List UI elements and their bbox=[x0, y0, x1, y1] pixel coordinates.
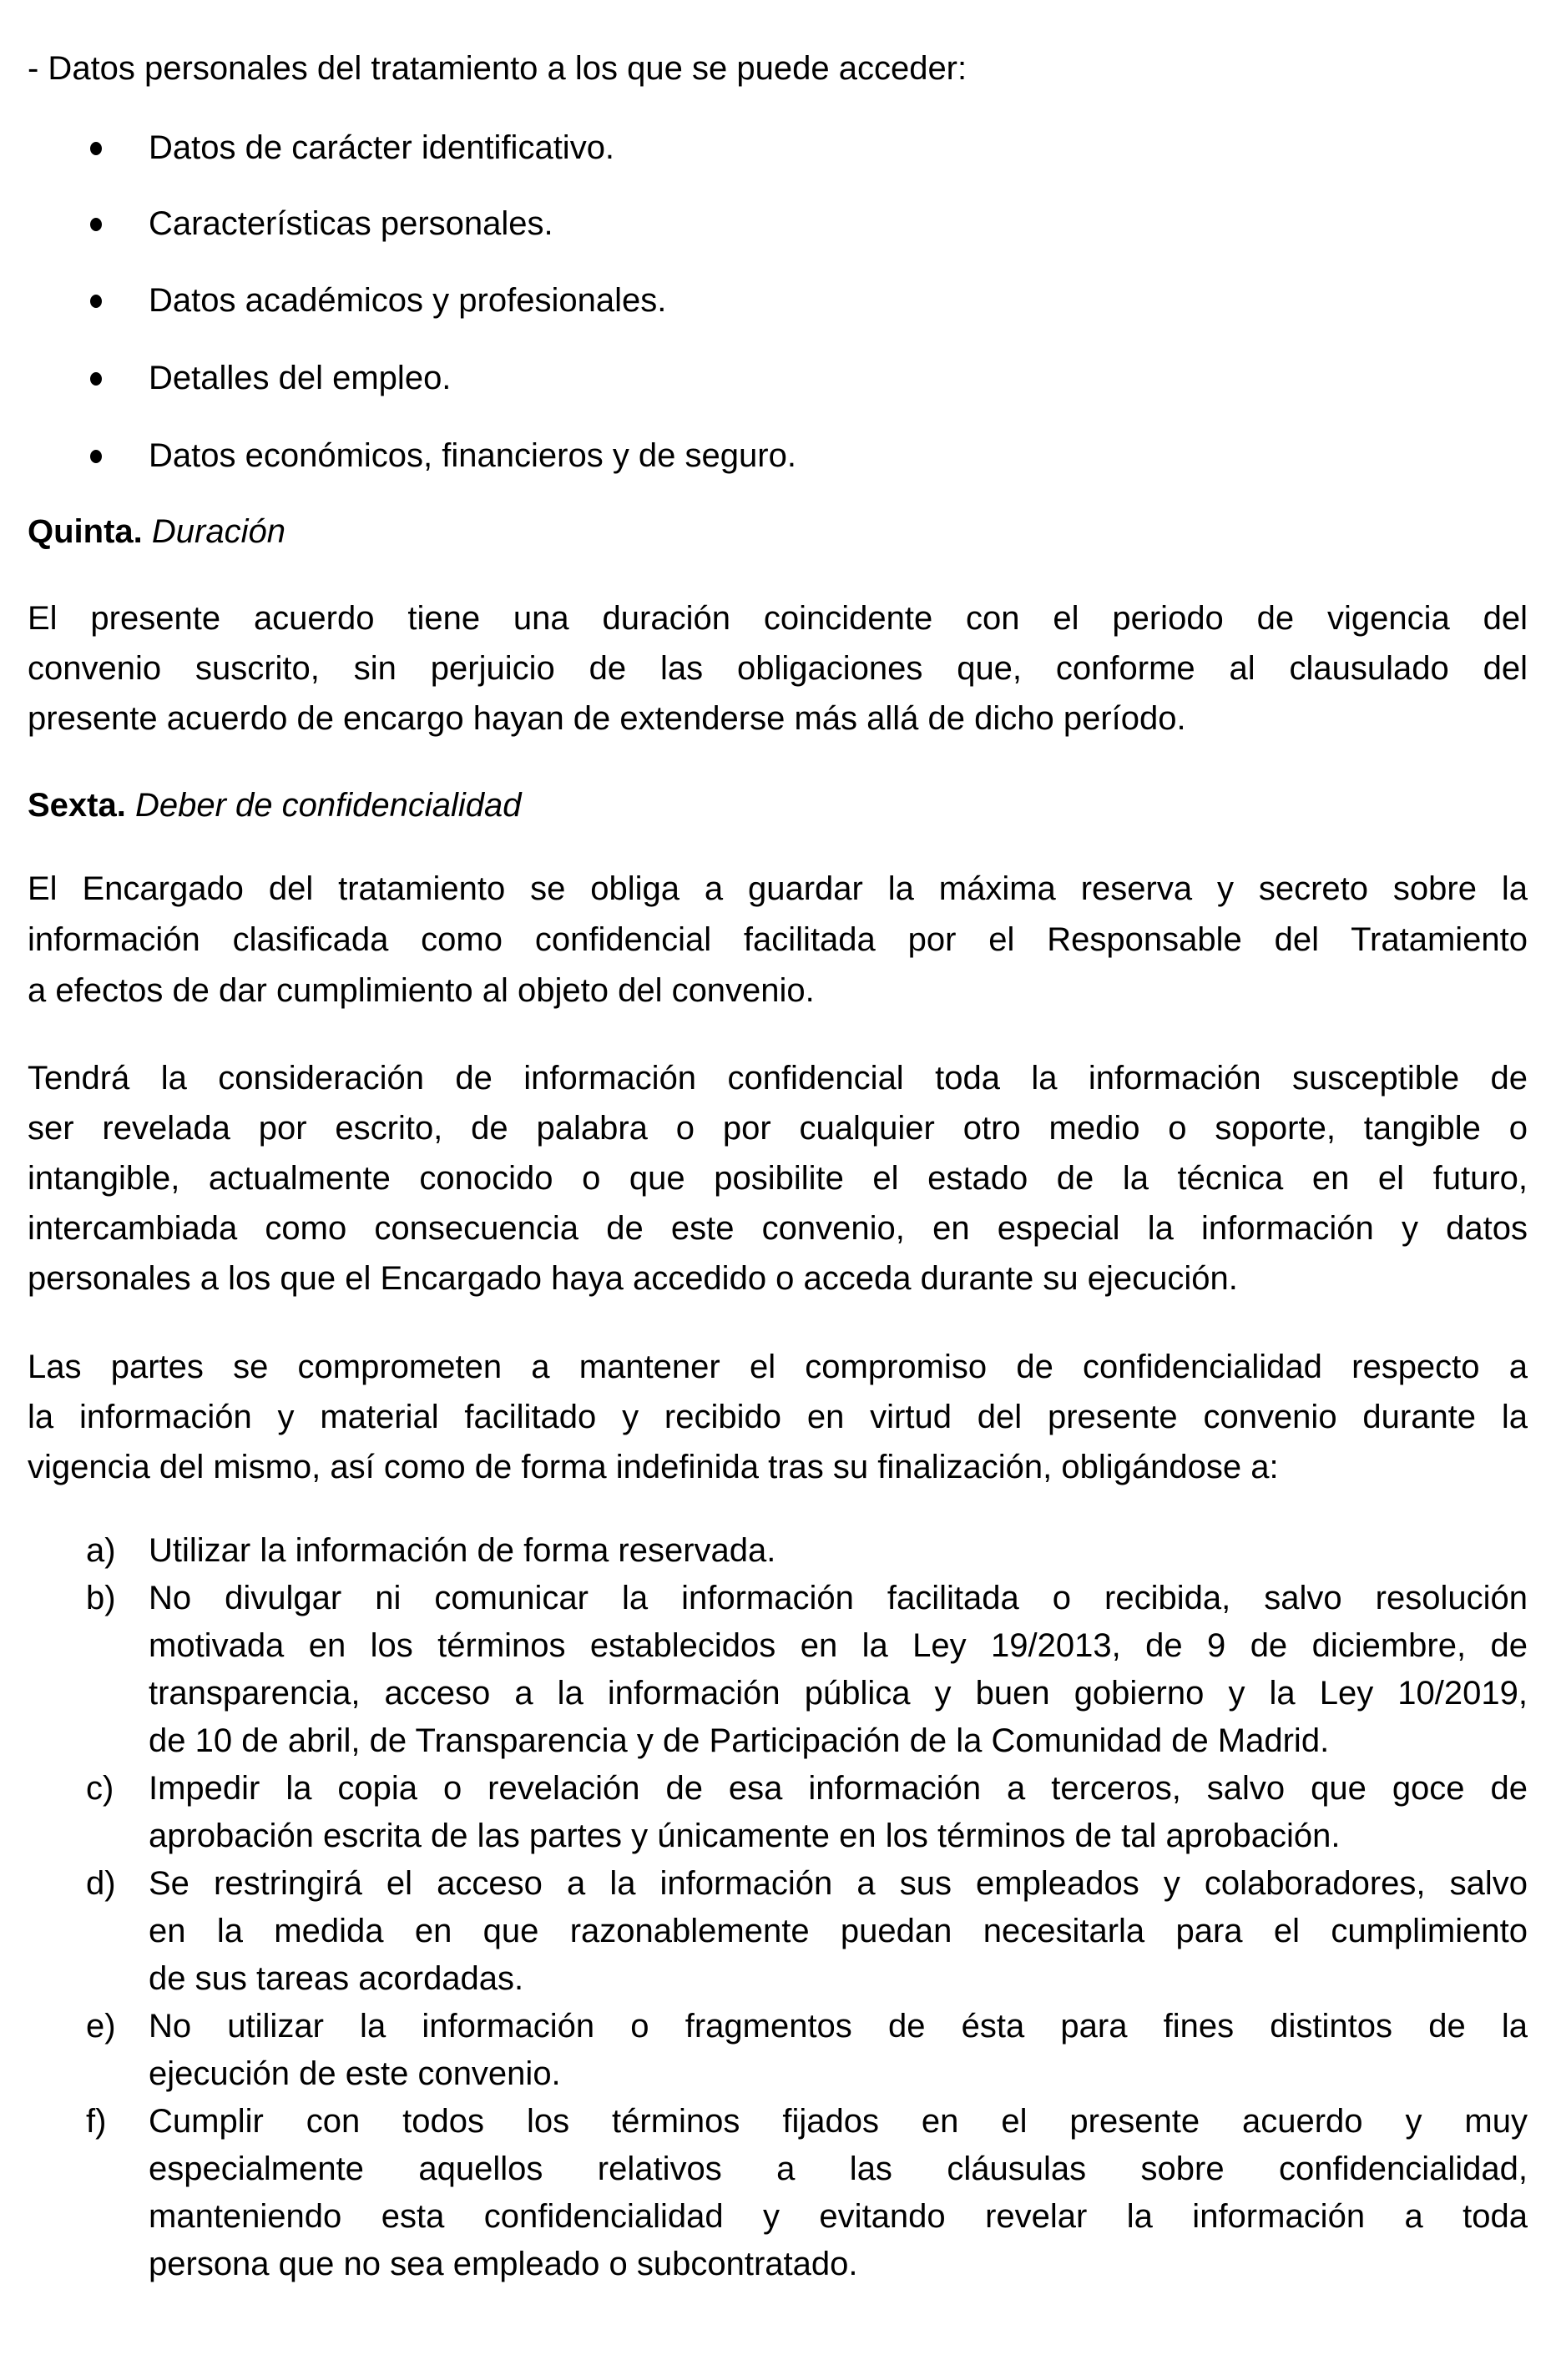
clause-heading-sexta bbox=[28, 780, 1528, 830]
bullet-text: Datos de carácter identificativo. bbox=[149, 129, 615, 166]
paragraph-line: ser revelada por escrito, de palabra o por cualquier otro medio o soporte, tangible o bbox=[28, 1110, 1528, 1147]
data-categories-list bbox=[28, 123, 1528, 507]
list-line: de sus tareas acordadas. bbox=[149, 1960, 524, 1997]
paragraph-confidencialidad-2 bbox=[28, 1053, 1528, 1303]
list-marker: e) bbox=[86, 2008, 116, 2045]
list-line: en la medida en que razonablemente puedan necesitarla para el cumplimiento bbox=[149, 1913, 1528, 1949]
bullet-icon bbox=[90, 218, 102, 231]
list-line: persona que no sea empleado o subcontratado. bbox=[149, 2246, 858, 2282]
intro-line bbox=[28, 43, 1528, 93]
list-item-text bbox=[149, 1860, 1528, 2003]
list-line: especialmente aquellos relativos a las cláusulas sobre confidencialidad, bbox=[149, 2151, 1528, 2187]
paragraph-line: intangible, actualmente conocido o que posibilite el estado de la técnica en el futuro, bbox=[28, 1160, 1528, 1197]
list-item bbox=[28, 2003, 1528, 2098]
bullet-icon bbox=[90, 372, 102, 386]
paragraph-line: Tendrá la consideración de información confidencial toda la información susceptible de bbox=[28, 1060, 1528, 1097]
bullet-icon bbox=[90, 450, 102, 463]
list-marker: c) bbox=[86, 1770, 114, 1807]
bullet-icon bbox=[90, 295, 102, 308]
paragraph-line: intercambiada como consecuencia de este convenio, en especial la información y datos bbox=[28, 1210, 1528, 1247]
list-item bbox=[28, 2098, 1528, 2288]
obligations-list bbox=[28, 1527, 1528, 2288]
bullet-text: Datos académicos y profesionales. bbox=[149, 282, 667, 319]
list-line: No utilizar la información o fragmentos de ésta para fines distintos de la bbox=[149, 2008, 1528, 2045]
list-line: de 10 de abril, de Transparencia y de Participación de la Comunidad de Madrid. bbox=[149, 1722, 1330, 1759]
paragraph-confidencialidad-3 bbox=[28, 1342, 1528, 1492]
list-item-text bbox=[149, 2098, 1528, 2288]
list-item bbox=[28, 1765, 1528, 1860]
bullet-text: Características personales. bbox=[149, 205, 553, 242]
list-item bbox=[28, 1860, 1528, 2003]
bullet-text: Detalles del empleo. bbox=[149, 360, 452, 396]
list-marker: f) bbox=[86, 2103, 107, 2140]
list-line: motivada en los términos establecidos en la Ley 19/2013, de 9 de diciembre, de bbox=[149, 1627, 1528, 1664]
paragraph-line: El Encargado del tratamiento se obliga a guardar la máxima reserva y secreto sobre la bbox=[28, 870, 1528, 907]
list-item-text bbox=[149, 2003, 1528, 2098]
list-line: aprobación escrita de las partes y únicamente en los términos de tal aprobación. bbox=[149, 1818, 1341, 1854]
list-item-text bbox=[149, 1575, 1528, 1765]
list-line: transparencia, acceso a la información pública y buen gobierno y la Ley 10/2019, bbox=[149, 1675, 1528, 1712]
list-line: Se restringirá el acceso a la información a sus empleados y colaboradores, salvo bbox=[149, 1865, 1528, 1902]
list-line: ejecución de este convenio. bbox=[149, 2055, 561, 2092]
list-line: Utilizar la información de forma reservada. bbox=[149, 1532, 776, 1569]
paragraph-line: El presente acuerdo tiene una duración coincidente con el periodo de vigencia del bbox=[28, 600, 1528, 637]
clause-title: Duración bbox=[151, 513, 285, 550]
paragraph-line: Las partes se comprometen a mantener el compromiso de confidencialidad respecto a bbox=[28, 1349, 1528, 1385]
bullet-icon bbox=[90, 142, 102, 155]
list-item-text bbox=[149, 1765, 1528, 1860]
bullet-text: Datos económicos, financieros y de seguro. bbox=[149, 437, 796, 474]
bullet-item bbox=[28, 275, 1528, 325]
bullet-item bbox=[28, 353, 1528, 403]
intro-text: - Datos personales del tratamiento a los que se puede acceder: bbox=[28, 50, 967, 87]
list-line: No divulgar ni comunicar la información facilitada o recibida, salvo resolución bbox=[149, 1580, 1528, 1616]
paragraph-line: a efectos de dar cumplimiento al objeto del convenio. bbox=[28, 972, 815, 1009]
clause-number: Quinta. bbox=[28, 513, 143, 550]
list-line: Cumplir con todos los términos fijados en el presente acuerdo y muy bbox=[149, 2103, 1528, 2140]
paragraph-line: personales a los que el Encargado haya accedido o acceda durante su ejecución. bbox=[28, 1260, 1238, 1297]
list-marker: d) bbox=[86, 1865, 116, 1902]
paragraph-line: la información y material facilitado y recibido en virtud del presente convenio durante la bbox=[28, 1399, 1528, 1435]
paragraph-duracion bbox=[28, 593, 1528, 744]
list-line: Impedir la copia o revelación de esa información a terceros, salvo que goce de bbox=[149, 1770, 1528, 1807]
bullet-item bbox=[28, 431, 1528, 481]
paragraph-confidencialidad-1 bbox=[28, 864, 1528, 1016]
paragraph-line: presente acuerdo de encargo hayan de extenderse más allá de dicho período. bbox=[28, 700, 1186, 737]
list-marker: b) bbox=[86, 1580, 116, 1616]
list-item bbox=[28, 1527, 1528, 1575]
paragraph-line: vigencia del mismo, así como de forma indefinida tras su finalización, obligándose a: bbox=[28, 1449, 1279, 1485]
bullet-item bbox=[28, 199, 1528, 249]
list-item bbox=[28, 1575, 1528, 1765]
clause-number: Sexta. bbox=[28, 787, 126, 824]
bullet-item bbox=[28, 123, 1528, 173]
paragraph-line: convenio suscrito, sin perjuicio de las obligaciones que, conforme al clausulado del bbox=[28, 650, 1528, 687]
list-marker: a) bbox=[86, 1532, 116, 1569]
clause-heading-quinta bbox=[28, 507, 1528, 557]
clause-title: Deber de confidencialidad bbox=[134, 787, 522, 824]
list-line: manteniendo esta confidencialidad y evitando revelar la información a toda bbox=[149, 2198, 1528, 2235]
list-item-text bbox=[149, 1527, 1528, 1575]
paragraph-line: información clasificada como confidencial facilitada por el Responsable del Tratamiento bbox=[28, 921, 1528, 958]
